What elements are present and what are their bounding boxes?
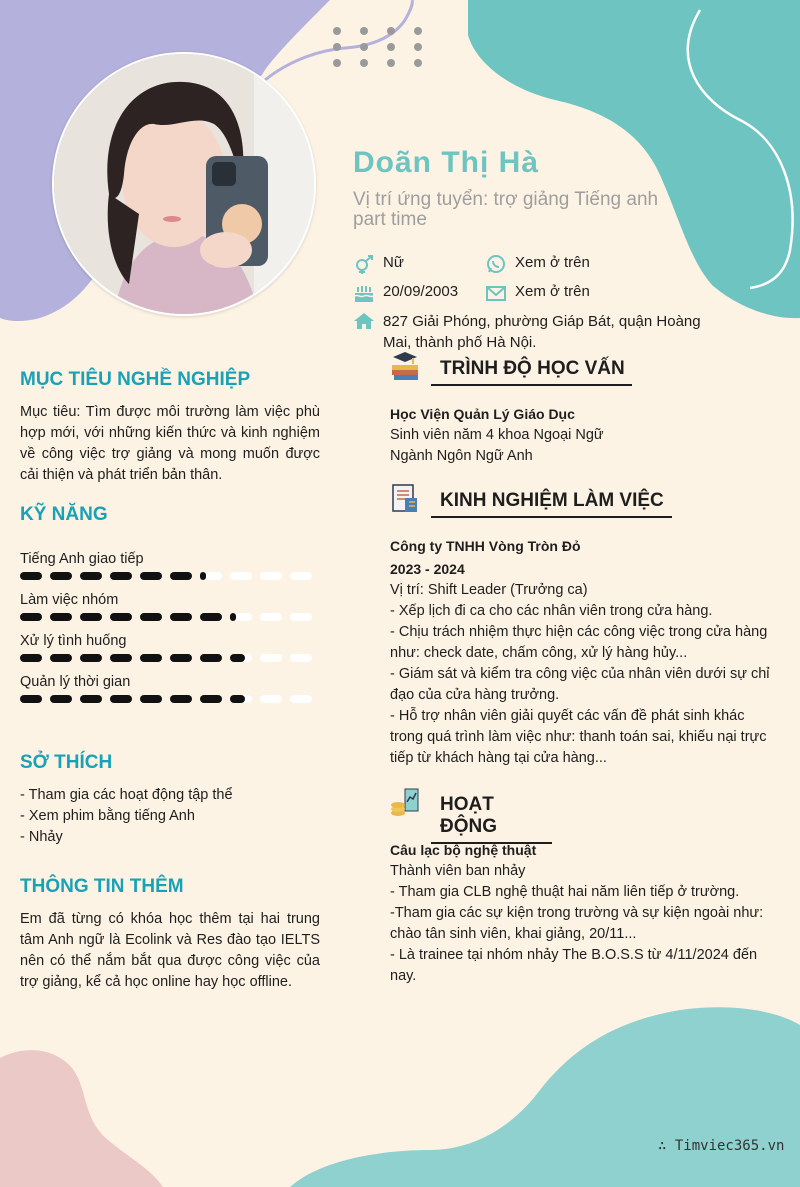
skill-dash-filled <box>80 654 102 662</box>
skill-dash-filled <box>110 572 132 580</box>
skill-dash <box>260 654 282 662</box>
brand-watermark: ∴ Timviec365.vn <box>658 1138 785 1154</box>
skill-dash-filled <box>80 613 102 621</box>
skill-dash-filled <box>170 613 192 621</box>
skill-bar <box>20 572 320 582</box>
hobbies-title: SỞ THÍCH <box>20 752 113 773</box>
skill-dash-filled <box>230 654 245 662</box>
pink-blob-bottom <box>0 1050 163 1187</box>
skill-dash-filled <box>140 613 162 621</box>
skill-dash-filled <box>110 654 132 662</box>
work-role: Vị trí: Shift Leader (Trưởng ca) <box>390 582 588 598</box>
skill-dash-filled <box>140 654 162 662</box>
skill-dash-filled <box>200 613 222 621</box>
skill-dash <box>230 572 252 580</box>
activity-line: - Là trainee tại nhóm nhảy The B.O.S.S từ 4/11/2024 đến nay. <box>390 947 758 984</box>
skill-dash <box>290 572 312 580</box>
activity-line: - Tham gia CLB nghệ thuật hai năm liên tiếp ở trường. <box>390 884 740 900</box>
address-value: 827 Giải Phóng, phường Giáp Bát, quận Hoàng Mai, thành phố Hà Nội. <box>383 313 701 351</box>
skill-dash <box>260 572 282 580</box>
home-icon <box>353 311 375 331</box>
education-title: TRÌNH ĐỘ HỌC VẤN <box>431 358 632 386</box>
graduation-books-icon <box>389 350 421 382</box>
skill-dash <box>260 695 282 703</box>
extra-info-title: THÔNG TIN THÊM <box>20 876 184 897</box>
activities-block <box>390 840 770 987</box>
email-value: Xem ở trên <box>515 283 590 300</box>
skill-dash-filled <box>80 572 102 580</box>
education-line: Ngành Ngôn Ngữ Anh <box>390 448 533 464</box>
skill-dash-filled <box>80 695 102 703</box>
position-applied: Vị trí ứng tuyển: trợ giảng Tiếng anh part time <box>353 189 659 230</box>
education-block <box>390 404 770 467</box>
skill-dash-filled <box>20 572 42 580</box>
skill-bar <box>20 613 320 623</box>
education-line: Sinh viên năm 4 khoa Ngoại Ngữ <box>390 427 604 443</box>
email-row <box>485 283 590 303</box>
skill-label: Làm việc nhóm <box>20 592 119 608</box>
extra-info-text: Em đã từng có khóa học thêm tại hai trung tâm Anh ngữ là Ecolink và Res đào tạo IELTS nên có thể nắm bắt qua được công việc của trợ giảng, kể cả học online hay học offline. <box>20 911 320 990</box>
skill-dash <box>260 613 282 621</box>
phone-value: Xem ở trên <box>515 254 590 271</box>
cake-icon <box>353 283 375 303</box>
skill-dash <box>290 695 312 703</box>
coins-chart-icon <box>389 786 421 818</box>
club-name: Câu lạc bộ nghệ thuật <box>390 842 537 858</box>
birthday-value: 20/09/2003 <box>383 283 459 300</box>
skill-dash-filled <box>230 613 236 621</box>
teal-blob-bottom <box>290 1007 800 1187</box>
hobby-item: - Nhảy <box>20 829 63 845</box>
experience-block <box>390 536 770 769</box>
skill-dash-filled <box>20 695 42 703</box>
avatar-photo <box>52 52 316 316</box>
work-bullet: - Giám sát và kiểm tra công việc của nhân viên dưới sự chỉ đạo của cửa hàng trưởng. <box>390 666 770 703</box>
school-name: Học Viện Quản Lý Giáo Dục <box>390 406 575 422</box>
hobby-item: - Tham gia các hoạt động tập thể <box>20 787 233 803</box>
skill-dash-filled <box>170 654 192 662</box>
skill-dash-filled <box>50 695 72 703</box>
skill-bar <box>20 695 320 705</box>
company-name: Công ty TNHH Vòng Tròn Đỏ <box>390 538 581 554</box>
address-row <box>353 311 703 353</box>
skill-dash-filled <box>140 572 162 580</box>
skills-title: KỸ NĂNG <box>20 504 108 525</box>
envelope-icon <box>485 283 507 303</box>
skill-dash-filled <box>50 654 72 662</box>
objective-title: MỤC TIÊU NGHỀ NGHIỆP <box>20 369 251 390</box>
skill-label: Quản lý thời gian <box>20 674 131 690</box>
experience-title: KINH NGHIỆM LÀM VIỆC <box>431 490 672 518</box>
skill-label: Tiếng Anh giao tiếp <box>20 551 144 567</box>
skill-dash-filled <box>110 613 132 621</box>
candidate-name: Doãn Thị Hà <box>353 146 540 179</box>
skill-dash-filled <box>200 654 222 662</box>
work-period: 2023 - 2024 <box>390 561 465 577</box>
skill-dash-filled <box>50 572 72 580</box>
skill-dash-filled <box>200 572 206 580</box>
hobbies-list <box>20 785 320 848</box>
skill-dash-filled <box>20 654 42 662</box>
skill-dash-filled <box>230 695 245 703</box>
skill-dash <box>290 654 312 662</box>
phone-row <box>485 254 590 274</box>
skill-dash-filled <box>50 613 72 621</box>
skill-dash-filled <box>170 572 192 580</box>
birthday-row <box>353 283 458 303</box>
skill-bar <box>20 654 320 664</box>
skill-dash-filled <box>140 695 162 703</box>
skill-label: Xử lý tình huống <box>20 633 127 649</box>
work-bullet: - Chịu trách nhiệm thực hiện các công việc trong cửa hàng như: check date, chấm công, xử lý hàng hủy... <box>390 624 768 661</box>
gender-icon <box>353 254 375 274</box>
hobby-item: - Xem phim bằng tiếng Anh <box>20 808 195 824</box>
skill-dash-filled <box>200 695 222 703</box>
activity-line: -Tham gia các sự kiện trong trường và sự kiện ngoài như: chào tân sinh viên, khai giảng, 20/11... <box>390 905 764 942</box>
work-document-icon <box>389 482 421 514</box>
whatsapp-icon <box>485 254 507 274</box>
activities-title: HOẠT ĐỘNG <box>431 794 552 844</box>
objective-text: Mục tiêu: Tìm được môi trường làm việc phù hợp mới, với những kiến thức và kinh nghiệm về công việc trợ giảng và mong muốn được cải thiện và phát triển bản thân. <box>20 404 320 483</box>
gender-value: Nữ <box>383 254 404 271</box>
activity-line: Thành viên ban nhảy <box>390 863 526 879</box>
skill-dash-filled <box>170 695 192 703</box>
skill-dash-filled <box>20 613 42 621</box>
work-bullet: - Hỗ trợ nhân viên giải quyết các vấn đề phát sinh khác trong quá trình làm việc như: thanh toán sai, khiếu nại trực tiếp từ khách hàng tại cửa hàng... <box>390 708 767 766</box>
work-bullet: - Xếp lịch đi ca cho các nhân viên trong cửa hàng. <box>390 603 713 619</box>
skill-dash-filled <box>110 695 132 703</box>
avatar-illustration <box>54 54 314 314</box>
gender-row <box>353 254 404 274</box>
skill-dash <box>290 613 312 621</box>
